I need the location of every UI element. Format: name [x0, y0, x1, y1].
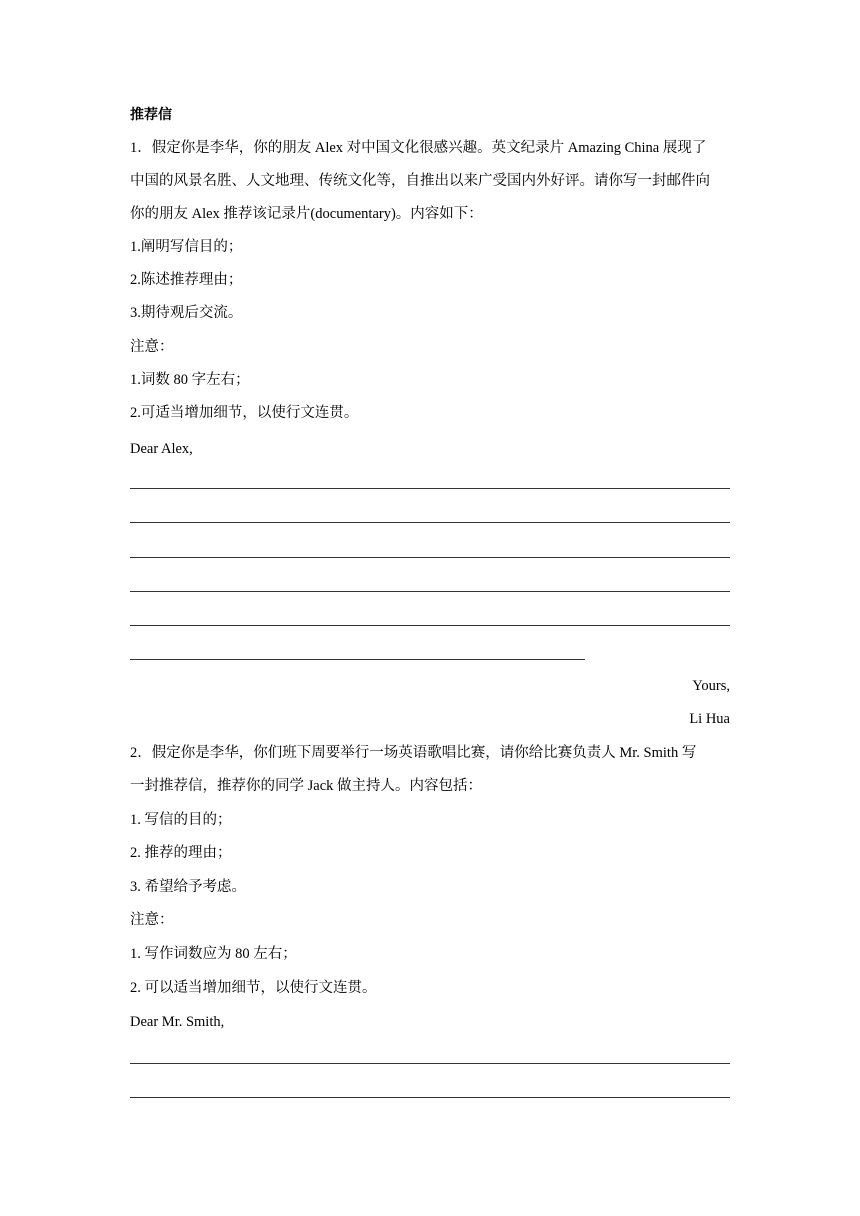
q2-answer-line[interactable] [130, 1063, 730, 1064]
q1-point: 2.陈述推荐理由； [130, 272, 243, 288]
q1-salutation: Dear Alex, [130, 441, 193, 457]
q1-answer-line[interactable] [130, 659, 585, 660]
q2-note-label: 注意： [130, 912, 174, 928]
q1-answer-line[interactable] [130, 625, 730, 626]
q1-answer-line[interactable] [130, 591, 730, 592]
q1-note-label: 注意： [130, 339, 174, 355]
q1-point: 3.期待观后交流。 [130, 305, 243, 321]
q2-point: 1. 写信的目的； [130, 812, 232, 828]
q2-prompt-line: 2．假定你是李华，你们班下周要举行一场英语歌唱比赛，请你给比赛负责人 Mr. Smith 写 [130, 745, 697, 761]
q1-note: 1.词数 80 字左右； [130, 372, 250, 388]
q2-salutation: Dear Mr. Smith, [130, 1014, 225, 1030]
q2-point: 2. 推荐的理由； [130, 845, 232, 861]
q1-closing: Yours, [692, 678, 730, 694]
q2-point: 3. 希望给予考虑。 [130, 879, 246, 895]
q1-prompt-line: 你的朋友 Alex 推荐该记录片(documentary)。内容如下： [130, 206, 483, 222]
q2-prompt-line: 一封推荐信，推荐你的同学 Jack 做主持人。内容包括： [130, 778, 483, 794]
q2-note: 2. 可以适当增加细节，以使行文连贯。 [130, 980, 377, 996]
q2-answer-line[interactable] [130, 1097, 730, 1098]
q1-answer-line[interactable] [130, 488, 730, 489]
q1-prompt-line: 中国的风景名胜、人文地理、传统文化等，自推出以来广受国内外好评。请你写一封邮件向 [130, 173, 710, 189]
q1-note: 2.可适当增加细节，以使行文连贯。 [130, 405, 359, 421]
section-title: 推荐信 [130, 107, 172, 123]
q2-note: 1. 写作词数应为 80 左右； [130, 946, 297, 962]
q1-answer-line[interactable] [130, 522, 730, 523]
q1-answer-line[interactable] [130, 557, 730, 558]
q1-point: 1.阐明写信目的； [130, 239, 243, 255]
q1-signature: Li Hua [689, 711, 730, 727]
q1-prompt-line: 1．假定你是李华，你的朋友 Alex 对中国文化很感兴趣。英文纪录片 Amazing China 展现了 [130, 140, 707, 156]
